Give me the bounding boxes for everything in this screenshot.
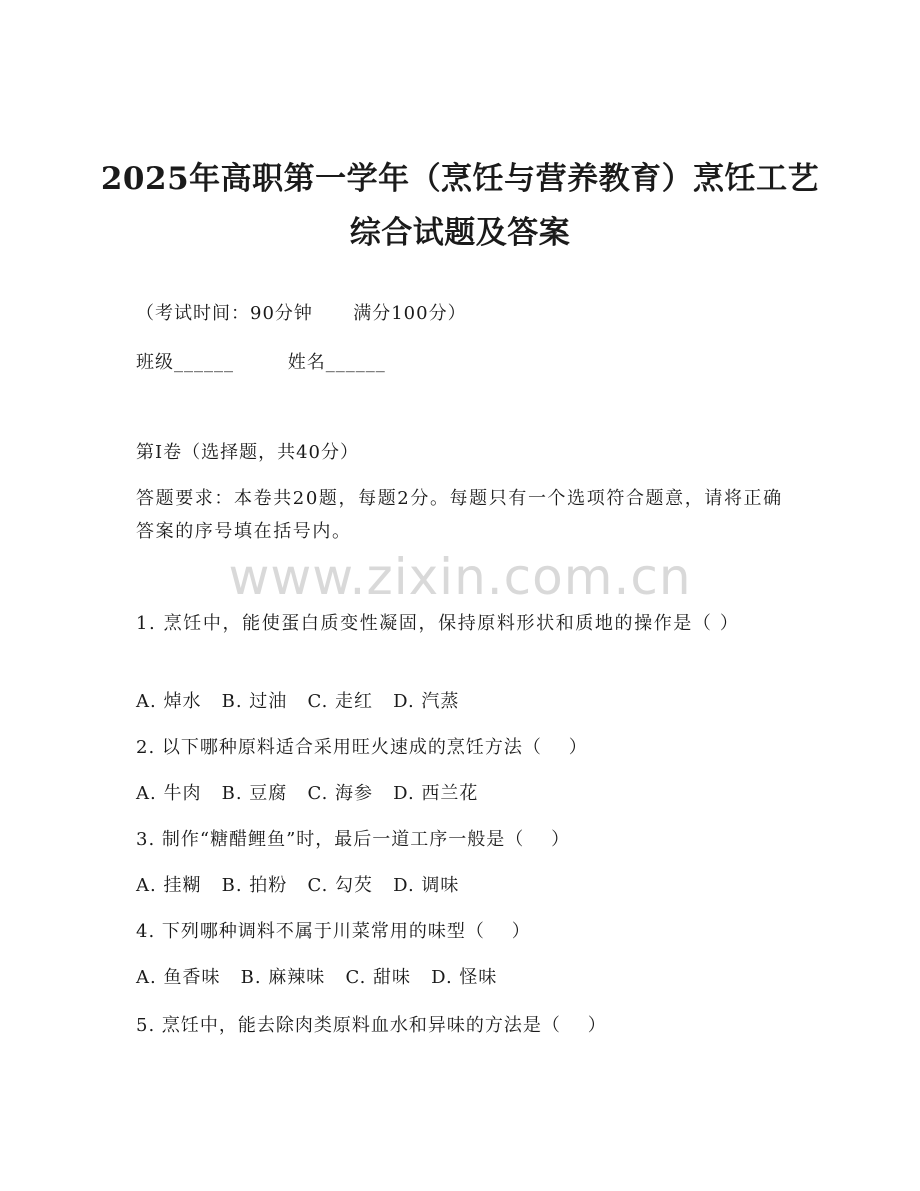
- question-4-stem: 4. 下列哪种调料不属于川菜常用的味型（ ）: [136, 921, 531, 942]
- section-title: 第I卷（选择题，共40分）: [136, 442, 360, 463]
- question-5-stem: 5. 烹饪中，能去除肉类原料血水和异味的方法是（ ）: [136, 1015, 607, 1036]
- question-3-options: A. 挂糊 B. 拍粉 C. 勾芡 D. 调味: [136, 875, 460, 896]
- student-fields: 班级______ 姓名______: [136, 352, 386, 373]
- instructions: 答题要求：本卷共20题，每题2分。每题只有一个选项符合题意，请将正确答案的序号填在括号内。: [136, 488, 783, 542]
- question-1-options: A. 焯水 B. 过油 C. 走红 D. 汽蒸: [136, 691, 460, 712]
- document-title: 2025年高职第一学年（烹饪与营养教育）烹饪工艺综合试题及答案: [100, 161, 820, 251]
- question-4-options: A. 鱼香味 B. 麻辣味 C. 甜味 D. 怪味: [136, 967, 498, 988]
- exam-info: （考试时间：90分钟 满分100分）: [136, 303, 467, 324]
- watermark-text: www.zixin.com.cn: [228, 548, 692, 606]
- question-2-stem: 2. 以下哪种原料适合采用旺火速成的烹饪方法（ ）: [136, 737, 588, 758]
- question-1-stem: 1. 烹饪中，能使蛋白质变性凝固，保持原料形状和质地的操作是（ ）: [136, 613, 740, 634]
- question-2-options: A. 牛肉 B. 豆腐 C. 海参 D. 西兰花: [136, 783, 479, 804]
- question-3-stem: 3. 制作“糖醋鲤鱼”时，最后一道工序一般是（ ）: [136, 829, 571, 850]
